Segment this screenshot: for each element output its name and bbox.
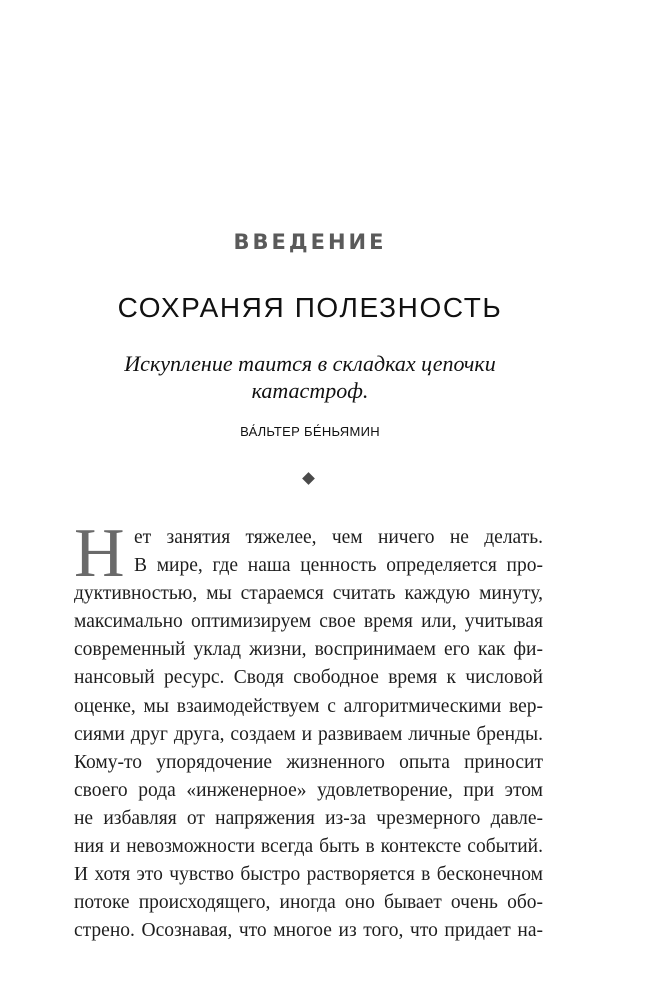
body-line: стрено. Осознавая, что многое из того, что придает на- [74, 920, 543, 942]
body-line: нансовый ресурс. Сводя свободное время к числовой [74, 667, 543, 689]
body-line: сиями друг друга, создаем и развиваем личные бренды. [74, 723, 543, 745]
body-line: В мире, где наша ценность определяется про- [134, 555, 543, 577]
body-line: потоке происходящего, иногда оно бывает очень обо- [74, 892, 543, 914]
chapter-title: СОХРАНЯЯ ПОЛЕЗНОСТЬ [117, 292, 503, 323]
body-line: максимально оптимизируем свое время или, учитывая [74, 611, 543, 633]
body-line: оценке, мы взаимодействуем с алгоритмическими вер- [74, 695, 543, 717]
body-paragraph [74, 515, 543, 945]
body-line: своего рода «инженерное» удовлетворение, при этом [74, 779, 543, 801]
epigraph-line: Искупление таится в складках цепочки [124, 351, 496, 376]
body-line: ет занятия тяжелее, чем ничего не делать. [134, 527, 543, 548]
chapter-label: ВВЕДЕНИЕ [233, 230, 387, 254]
drop-cap: Н [74, 515, 125, 592]
body-line: дуктивностью, мы стараемся считать каждую минуту, [74, 583, 543, 605]
body-line: ния и невозможности всегда быть в контексте событий. [74, 836, 543, 858]
body-line: не избавляя от напряжения из-за чрезмерного давле- [74, 807, 543, 829]
epigraph-line: катастроф. [251, 378, 369, 403]
body-line: Кому-то упорядочение жизненного опыта приносит [74, 751, 543, 773]
epigraph-quote [0, 350, 620, 404]
epigraph-author: ВА́ЛЬТЕР БЕ́НЬЯМИН [240, 424, 380, 439]
diamond-icon [302, 472, 315, 485]
body-line: современный уклад жизни, воспринимаем его как фи- [74, 639, 543, 661]
body-line: И хотя это чувство быстро растворяется в бесконечном [74, 864, 543, 886]
